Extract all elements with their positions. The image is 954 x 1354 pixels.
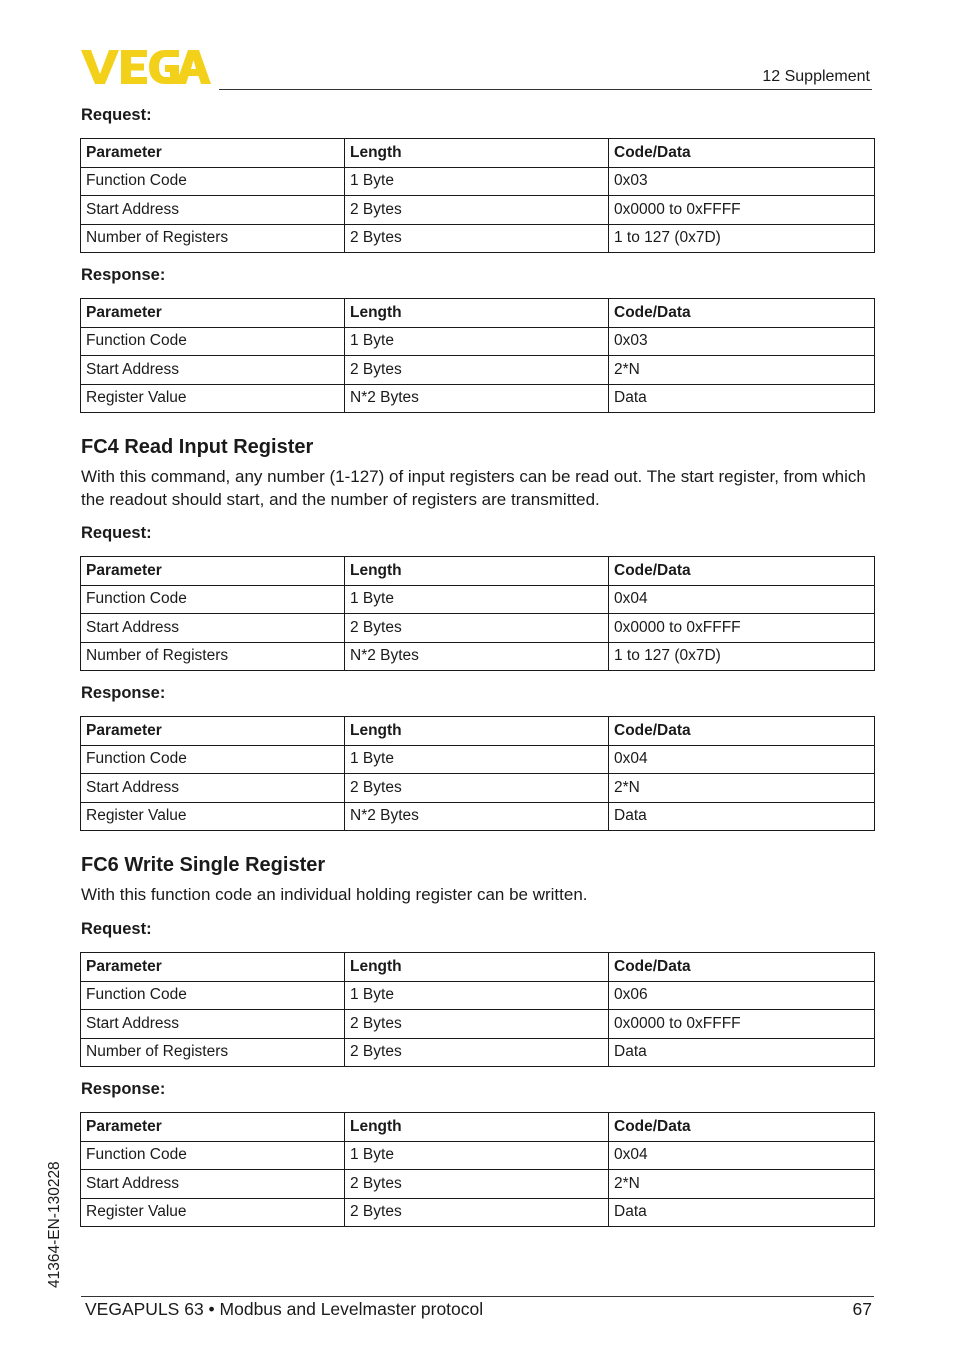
table-cell: 2 Bytes — [345, 614, 609, 643]
column-header: Code/Data — [609, 717, 875, 746]
table-cell: 0x04 — [609, 745, 875, 774]
table-cell: 0x0000 to 0xFFFF — [609, 196, 875, 225]
column-header: Code/Data — [609, 299, 875, 328]
table-cell: 2*N — [609, 1170, 875, 1199]
table-row — [81, 802, 875, 831]
column-header: Parameter — [81, 139, 345, 168]
table-cell: 2*N — [609, 774, 875, 803]
column-header: Code/Data — [609, 139, 875, 168]
column-header: Code/Data — [609, 953, 875, 982]
table-cell: 1 to 127 (0x7D) — [609, 224, 875, 253]
column-header: Length — [345, 299, 609, 328]
table-cell: 0x0000 to 0xFFFF — [609, 614, 875, 643]
table-cell: Start Address — [81, 774, 345, 803]
table-cell: Data — [609, 384, 875, 413]
table-cell: Data — [609, 802, 875, 831]
page-number: 67 — [852, 1299, 872, 1319]
table-cell: 0x03 — [609, 167, 875, 196]
table-cell: Start Address — [81, 356, 345, 385]
table-cell: Start Address — [81, 614, 345, 643]
column-header: Parameter — [81, 717, 345, 746]
document-number: 41364-EN-130228 — [46, 1161, 63, 1288]
table-cell: Start Address — [81, 1010, 345, 1039]
table-cell: Function Code — [81, 1141, 345, 1170]
table-row — [81, 196, 875, 225]
table-row — [81, 1038, 875, 1067]
table-cell: N*2 Bytes — [345, 642, 609, 671]
table-cell: Start Address — [81, 196, 345, 225]
table-cell: 1 Byte — [345, 745, 609, 774]
table-cell: Function Code — [81, 585, 345, 614]
table-cell: Number of Registers — [81, 224, 345, 253]
column-header: Length — [345, 1113, 609, 1142]
table-cell: 2 Bytes — [345, 1170, 609, 1199]
fc3-response-table — [80, 298, 875, 413]
table-row — [81, 585, 875, 614]
table-row — [81, 745, 875, 774]
table-cell: 0x06 — [609, 981, 875, 1010]
fc6-response-table — [80, 1112, 875, 1227]
table-cell: 2 Bytes — [345, 774, 609, 803]
table-cell: 1 Byte — [345, 981, 609, 1010]
table-row — [81, 1141, 875, 1170]
column-header: Length — [345, 717, 609, 746]
table-cell: Register Value — [81, 802, 345, 831]
column-header: Code/Data — [609, 1113, 875, 1142]
footer-title: VEGAPULS 63 • Modbus and Levelmaster protocol — [85, 1299, 484, 1319]
response-label: Response: — [81, 266, 166, 284]
table-header-row — [81, 299, 875, 328]
table-row — [81, 981, 875, 1010]
column-header: Length — [345, 139, 609, 168]
table-cell: N*2 Bytes — [345, 384, 609, 413]
table-cell: Register Value — [81, 1198, 345, 1227]
response-label: Response: — [81, 1080, 166, 1098]
fc3-request-table — [80, 138, 875, 253]
table-cell: Function Code — [81, 327, 345, 356]
table-row — [81, 1170, 875, 1199]
table-row — [81, 642, 875, 671]
table-cell: 1 Byte — [345, 327, 609, 356]
fc4-heading: FC4 Read Input Register — [81, 436, 314, 458]
table-cell: Data — [609, 1198, 875, 1227]
table-cell: 0x04 — [609, 1141, 875, 1170]
table-row — [81, 1010, 875, 1039]
table-cell: Number of Registers — [81, 1038, 345, 1067]
table-row — [81, 224, 875, 253]
table-cell: 0x04 — [609, 585, 875, 614]
vega-logo — [81, 50, 211, 84]
table-row — [81, 356, 875, 385]
fc4-request-table — [80, 556, 875, 671]
footer-rule — [81, 1296, 874, 1297]
table-cell: 1 Byte — [345, 585, 609, 614]
table-cell: 2 Bytes — [345, 1038, 609, 1067]
table-cell: 1 to 127 (0x7D) — [609, 642, 875, 671]
table-cell: Function Code — [81, 745, 345, 774]
table-header-row — [81, 139, 875, 168]
section-title: 12 Supplement — [762, 68, 870, 85]
fc6-request-table — [80, 952, 875, 1067]
table-cell: 2 Bytes — [345, 1010, 609, 1039]
fc4-description: With this command, any number (1-127) of input registers can be read out. The start register, from which the readout should start, and the number of registers are transmitted. — [81, 467, 866, 509]
header-rule — [219, 89, 872, 90]
table-header-row — [81, 1113, 875, 1142]
response-label: Response: — [81, 684, 166, 702]
table-row — [81, 384, 875, 413]
table-cell: Register Value — [81, 384, 345, 413]
table-cell: N*2 Bytes — [345, 802, 609, 831]
table-cell: Function Code — [81, 167, 345, 196]
table-cell: 2 Bytes — [345, 356, 609, 385]
table-cell: Number of Registers — [81, 642, 345, 671]
table-cell: Start Address — [81, 1170, 345, 1199]
table-cell: Data — [609, 1038, 875, 1067]
request-label: Request: — [81, 106, 152, 124]
table-cell: 2 Bytes — [345, 196, 609, 225]
column-header: Length — [345, 557, 609, 586]
table-cell: 1 Byte — [345, 167, 609, 196]
fc6-heading: FC6 Write Single Register — [81, 854, 326, 876]
table-cell: 2 Bytes — [345, 224, 609, 253]
column-header: Length — [345, 953, 609, 982]
table-header-row — [81, 557, 875, 586]
table-cell: 0x03 — [609, 327, 875, 356]
table-header-row — [81, 717, 875, 746]
column-header: Parameter — [81, 299, 345, 328]
column-header: Parameter — [81, 953, 345, 982]
table-row — [81, 327, 875, 356]
table-row — [81, 167, 875, 196]
request-label: Request: — [81, 920, 152, 938]
table-row — [81, 774, 875, 803]
table-row — [81, 614, 875, 643]
table-cell: 1 Byte — [345, 1141, 609, 1170]
column-header: Code/Data — [609, 557, 875, 586]
column-header: Parameter — [81, 557, 345, 586]
table-cell: 2*N — [609, 356, 875, 385]
column-header: Parameter — [81, 1113, 345, 1142]
fc6-description: With this function code an individual holding register can be written. — [81, 885, 588, 904]
fc4-response-table — [80, 716, 875, 831]
table-header-row — [81, 953, 875, 982]
table-cell: Function Code — [81, 981, 345, 1010]
table-row — [81, 1198, 875, 1227]
table-cell: 2 Bytes — [345, 1198, 609, 1227]
table-cell: 0x0000 to 0xFFFF — [609, 1010, 875, 1039]
request-label: Request: — [81, 524, 152, 542]
